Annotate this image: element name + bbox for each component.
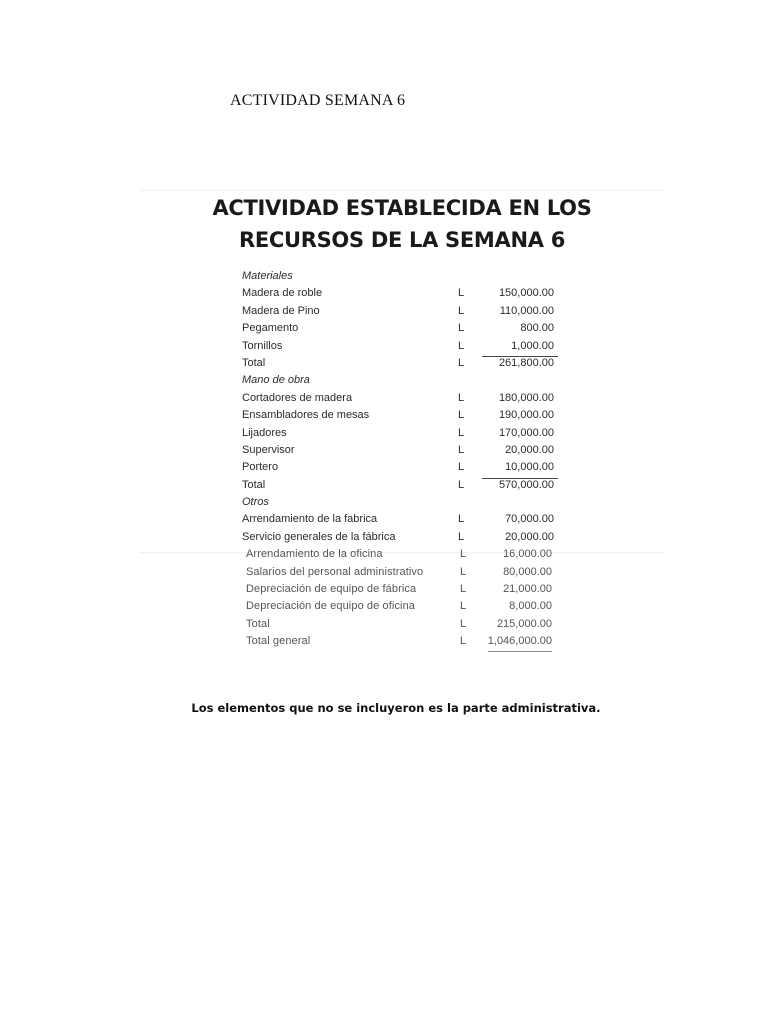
scan-top-edge [140,190,664,191]
ledger-row-currency: L [458,530,465,543]
ledger-row-currency: L [458,409,465,422]
ledger-row-label: Arrendamiento de la oficina [246,548,383,561]
ledger-row-label: Materiales [242,270,293,282]
ledger-row-amount: 80,000.00 [503,565,552,578]
ledger-row-label: Ensambladores de mesas [242,409,370,422]
ledger-row-currency: L [458,478,465,491]
ledger-row-currency: L [458,287,465,300]
ledger-row-amount: 10,000.00 [505,461,554,474]
scan-title-line-1: ACTIVIDAD ESTABLECIDA EN LOS [212,196,592,220]
ledger-row-label: Salarios del personal administrativo [246,565,424,578]
ledger-row-amount: 170,000.00 [498,426,554,439]
ledger-row-currency: L [458,426,465,439]
ledger-row [242,564,572,581]
ledger-row-amount: 261,800.00 [499,355,554,372]
ledger-section-header [242,372,572,389]
ledger-row-label: Total [246,617,270,630]
ledger-row-label: Servicio generales de la fábrica [242,530,396,543]
ledger-row [242,303,572,320]
ledger-row-currency: L [458,461,465,474]
ledger-row [242,581,572,598]
ledger-row-label: Supervisor [242,443,295,456]
ledger-row-amount: 215,000.00 [496,617,552,630]
ledger-row-label: Total [242,478,266,491]
ledger-row-currency: L [458,322,465,335]
ledger-row-currency: L [458,513,465,526]
ledger-row-amount: 800.00 [520,322,554,335]
ledger-row-currency: L [460,600,467,613]
ledger-row [242,390,572,407]
ledger-row [242,546,572,563]
ledger-row-amount: 1,046,000.00 [488,633,552,651]
ledger-row-amount: 20,000.00 [505,530,554,543]
ledger-row [242,320,572,337]
ledger-total-row [242,477,572,494]
ledger-row-amount: 20,000.00 [505,443,554,456]
ledger-row [242,442,572,459]
ledger-row-amount: 180,000.00 [498,391,554,404]
ledger-total-row [242,355,572,372]
ledger-row-label: Total general [246,635,311,648]
ledger-row-label: Pegamento [242,322,299,335]
ledger-row [242,529,572,546]
ledger-row-label: Portero [242,461,279,474]
ledger-row-amount: 150,000.00 [498,287,554,300]
ledger-row-currency: L [458,356,465,369]
ledger-row-amount: 1,000.00 [511,339,554,352]
ledger-row-label: Arrendamiento de la fabrica [242,513,378,526]
ledger-row-label: Total [242,356,266,369]
ledger-row-currency: L [458,339,465,352]
ledger-row-currency: L [460,565,467,578]
ledger-row-currency: L [458,443,465,456]
ledger-row-amount: 70,000.00 [505,513,554,526]
ledger-row-label: Madera de Pino [242,304,320,317]
ledger-row-amount: 110,000.00 [499,304,554,317]
document-heading: ACTIVIDAD SEMANA 6 [230,92,406,109]
ledger-row-label: Otros [242,496,269,509]
ledger-row-currency: L [460,583,467,596]
ledger-row [242,511,572,528]
ledger-row-currency: L [460,635,467,648]
conclusion-text: Los elementos que no se incluyeron es la parte administrativa. [191,701,601,715]
ledger-row [242,407,572,424]
ledger-section-header [242,268,572,285]
ledger-total-row [242,633,572,650]
ledger-row-amount: 8,000.00 [509,600,552,613]
ledger-row [242,459,572,476]
scan-title-line-2: RECURSOS DE LA SEMANA 6 [238,228,566,252]
ledger-row [242,338,572,355]
ledger-row-label: Depreciación de equipo de fábrica [246,583,417,596]
ledger-row-amount: 570,000.00 [499,477,554,494]
scan-title [140,192,664,256]
cost-ledger [242,268,572,651]
ledger-row-currency: L [460,548,467,561]
ledger-row [242,425,572,442]
ledger-total-row [242,616,572,633]
ledger-row-label: Tornillos [242,339,283,352]
ledger-row-amount: 21,000.00 [503,583,552,596]
ledger-row-amount: 16,000.00 [503,548,552,561]
ledger-row-currency: L [460,617,467,630]
ledger-row-label: Mano de obra [242,374,310,387]
ledger-row [242,598,572,615]
ledger-row-currency: L [458,304,465,317]
ledger-row-amount: 190,000.00 [498,409,554,422]
ledger-row-label: Lijadores [242,426,287,439]
ledger-section-header [242,494,572,511]
ledger-row-currency: L [458,391,465,404]
ledger-row-label: Depreciación de equipo de oficina [246,600,416,613]
ledger-row-label: Madera de roble [242,287,323,300]
ledger-row [242,285,572,302]
ledger-row-label: Cortadores de madera [242,391,353,404]
